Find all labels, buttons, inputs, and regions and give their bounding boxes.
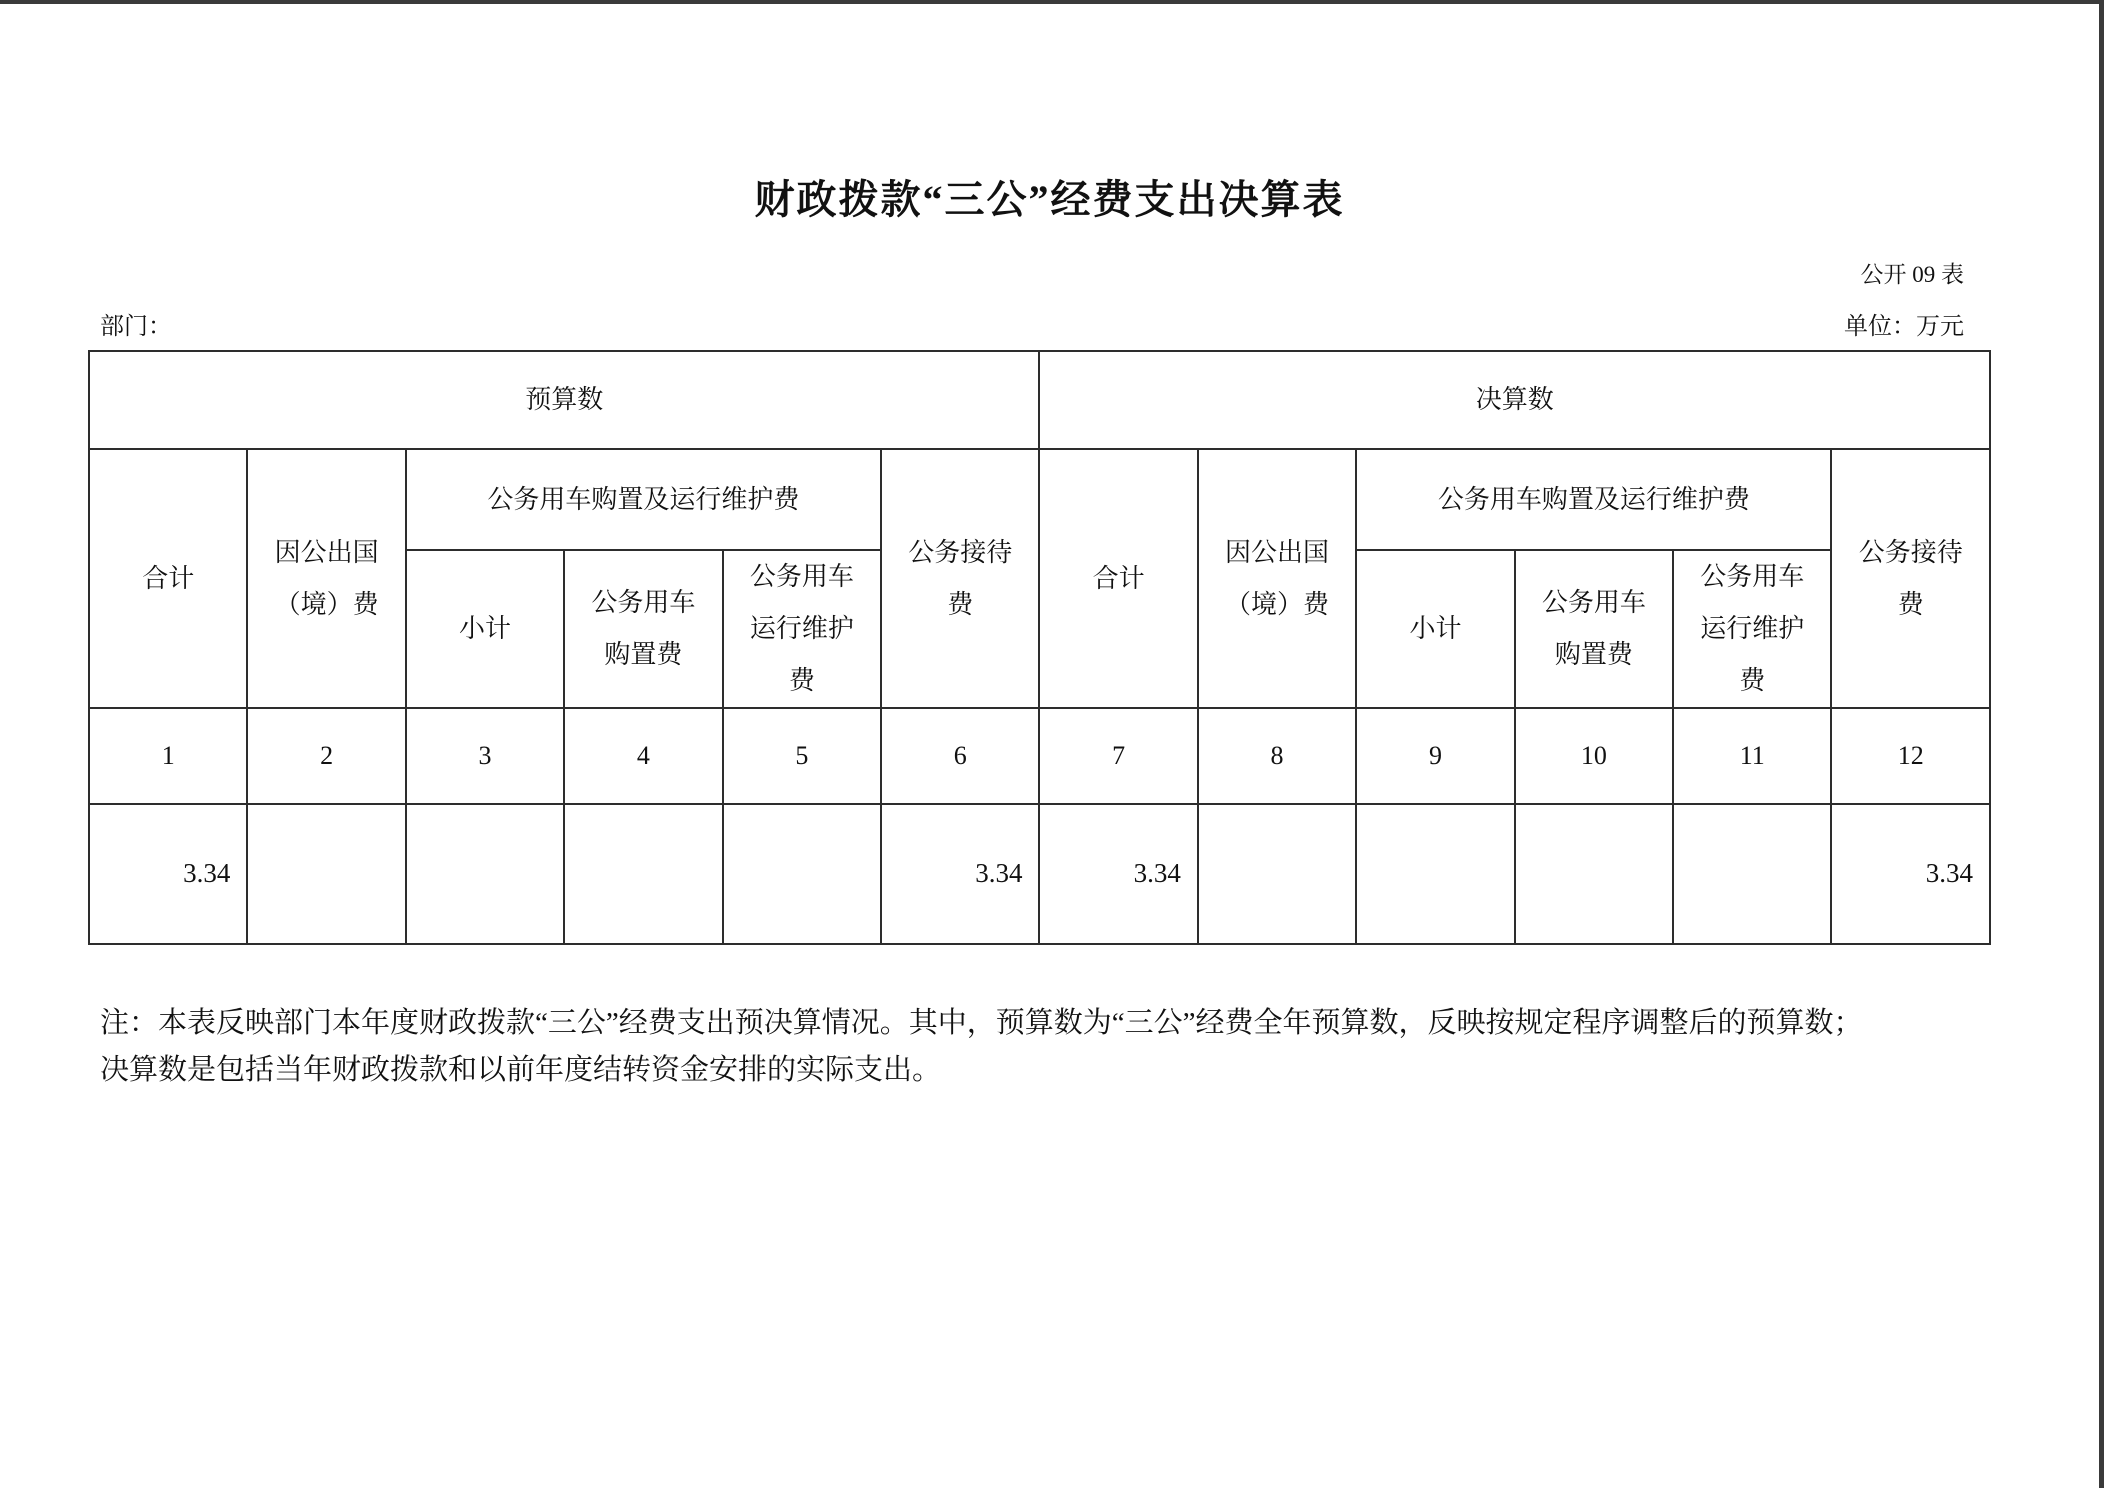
- data-row: [89, 804, 1990, 944]
- budget-car-operation-value: [723, 804, 881, 944]
- three-public-expense-table: [88, 350, 1991, 945]
- budget-car-subtotal-header: 小计: [406, 550, 564, 708]
- header-final-group: 决算数: [1039, 351, 1990, 449]
- column-number-8: 8: [1198, 708, 1356, 804]
- budget-reception-value: 3.34: [881, 804, 1039, 944]
- budget-abroad-header: 因公出国（境）费: [247, 449, 405, 708]
- column-number-1: 1: [89, 708, 247, 804]
- department-label: 部门：: [100, 314, 172, 340]
- final-total-header: 合计: [1039, 449, 1197, 708]
- footnote: [100, 1000, 1863, 1094]
- budget-car-operation-header: 公务用车运行维护费: [723, 550, 881, 708]
- column-number-12: 12: [1831, 708, 1990, 804]
- budget-car-group-header: 公务用车购置及运行维护费: [406, 449, 881, 550]
- column-number-3: 3: [406, 708, 564, 804]
- unit-label: 单位：万元: [1844, 314, 1964, 340]
- column-number-11: 11: [1673, 708, 1831, 804]
- column-number-4: 4: [564, 708, 722, 804]
- final-car-subtotal-header: 小计: [1356, 550, 1514, 708]
- footnote-line-1: 注：本表反映部门本年度财政拨款“三公”经费支出预决算情况。其中，预算数为“三公”经费全年预算数，反映按规定程序调整后的预算数；: [100, 1007, 1863, 1039]
- budget-car-purchase-value: [564, 804, 722, 944]
- column-number-6: 6: [881, 708, 1039, 804]
- final-car-group-header: 公务用车购置及运行维护费: [1356, 449, 1831, 550]
- column-number-7: 7: [1039, 708, 1197, 804]
- final-reception-header: 公务接待费: [1831, 449, 1990, 708]
- final-total-value: 3.34: [1039, 804, 1197, 944]
- column-number-2: 2: [247, 708, 405, 804]
- budget-car-subtotal-value: [406, 804, 564, 944]
- final-abroad-value: [1198, 804, 1356, 944]
- final-car-purchase-header: 公务用车购置费: [1515, 550, 1673, 708]
- budget-car-purchase-header: 公务用车购置费: [564, 550, 722, 708]
- final-car-operation-value: [1673, 804, 1831, 944]
- budget-total-value: 3.34: [89, 804, 247, 944]
- final-reception-value: 3.34: [1831, 804, 1990, 944]
- window-right-edge: [2099, 0, 2104, 1488]
- footnote-line-2: 决算数是包括当年财政拨款和以前年度结转资金安排的实际支出。: [100, 1054, 942, 1086]
- form-code-label: 公开 09 表: [1860, 262, 1964, 287]
- budget-total-header: 合计: [89, 449, 247, 708]
- final-car-subtotal-value: [1356, 804, 1514, 944]
- sub-header-row-1: [89, 449, 1990, 550]
- column-number-row: [89, 708, 1990, 804]
- budget-reception-header: 公务接待费: [881, 449, 1039, 708]
- window-top-edge: [0, 0, 2104, 4]
- budget-abroad-value: [247, 804, 405, 944]
- column-number-10: 10: [1515, 708, 1673, 804]
- column-number-5: 5: [723, 708, 881, 804]
- final-abroad-header: 因公出国（境）费: [1198, 449, 1356, 708]
- group-header-row: [89, 351, 1990, 449]
- final-car-operation-header: 公务用车运行维护费: [1673, 550, 1831, 708]
- column-number-9: 9: [1356, 708, 1514, 804]
- final-car-purchase-value: [1515, 804, 1673, 944]
- header-budget-group: 预算数: [89, 351, 1039, 449]
- page-title: 财政拨款“三公”经费支出决算表: [754, 177, 1345, 222]
